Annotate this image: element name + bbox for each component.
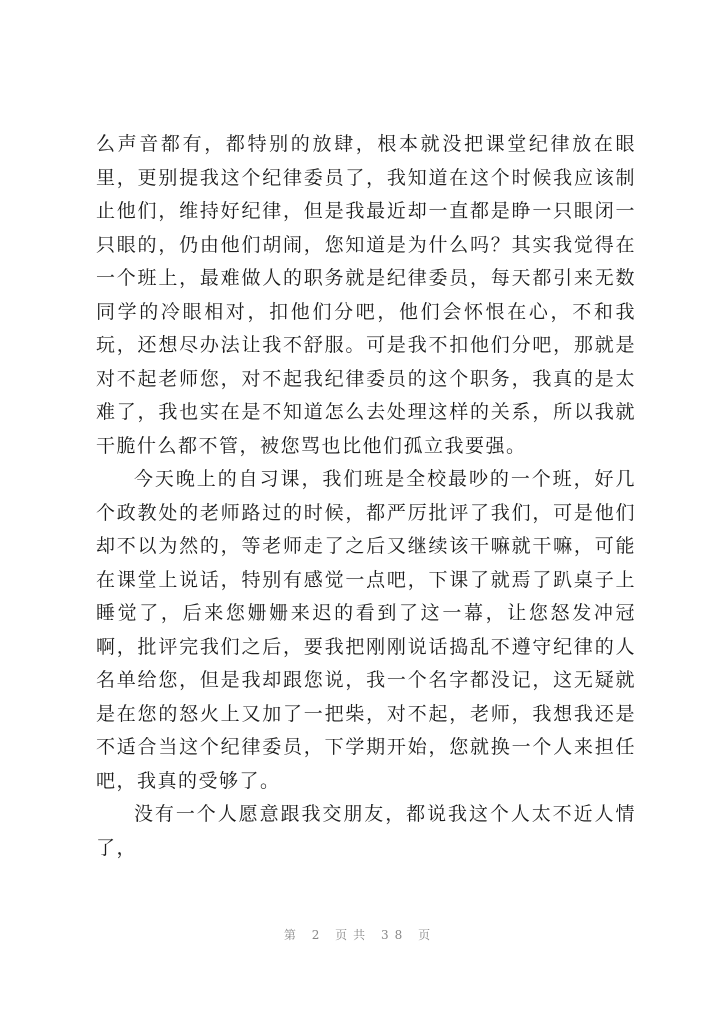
- paragraph-1: 么声音都有，都特别的放肆，根本就没把课堂纪律放在眼里，更别提我这个纪律委员了，我知道在这个时候我应该制止他们，维持好纪律，但是我最近却一直都是睁一只眼闭一只眼的，仍由他们胡闹，您知道是为什么吗？其实我觉得在一个班上，最难做人的职务就是纪律委员，每天都引来无数同学的冷眼相对，扣他们分吧，他们会怀恨在心，不和我玩，还想尽办法让我不舒服。可是我不扣他们分吧，那就是对不起老师您，对不起我纪律委员的这个职务，我真的是太难了，我也实在是不知道怎么去处理这样的关系，所以我就干脆什么都不管，被您骂也比他们孤立我要强。: [96, 133, 636, 457]
- page-footer: 第 2 页共 38 页: [283, 928, 437, 942]
- paragraph-3: 没有一个人愿意跟我交朋友，都说我这个人太不近人情了，: [96, 803, 636, 859]
- body-text: [96, 128, 636, 865]
- paragraph-2: 今天晚上的自习课，我们班是全校最吵的一个班，好几个政教处的老师路过的时候，都严厉批评了我们，可是他们却不以为然的，等老师走了之后又继续该干嘛就干嘛，可能在课堂上说话，特别有感觉一点吧，下课了就焉了趴桌子上睡觉了，后来您姗姗来迟的看到了这一幕，让您怒发冲冠啊，批评完我们之后，要我把刚刚说话捣乱不遵守纪律的人名单给您，但是我却跟您说，我一个名字都没记，这无疑就是在您的怒火上又加了一把柴，对不起，老师，我想我还是不适合当这个纪律委员，下学期开始，您就换一个人来担任吧，我真的受够了。: [96, 468, 636, 792]
